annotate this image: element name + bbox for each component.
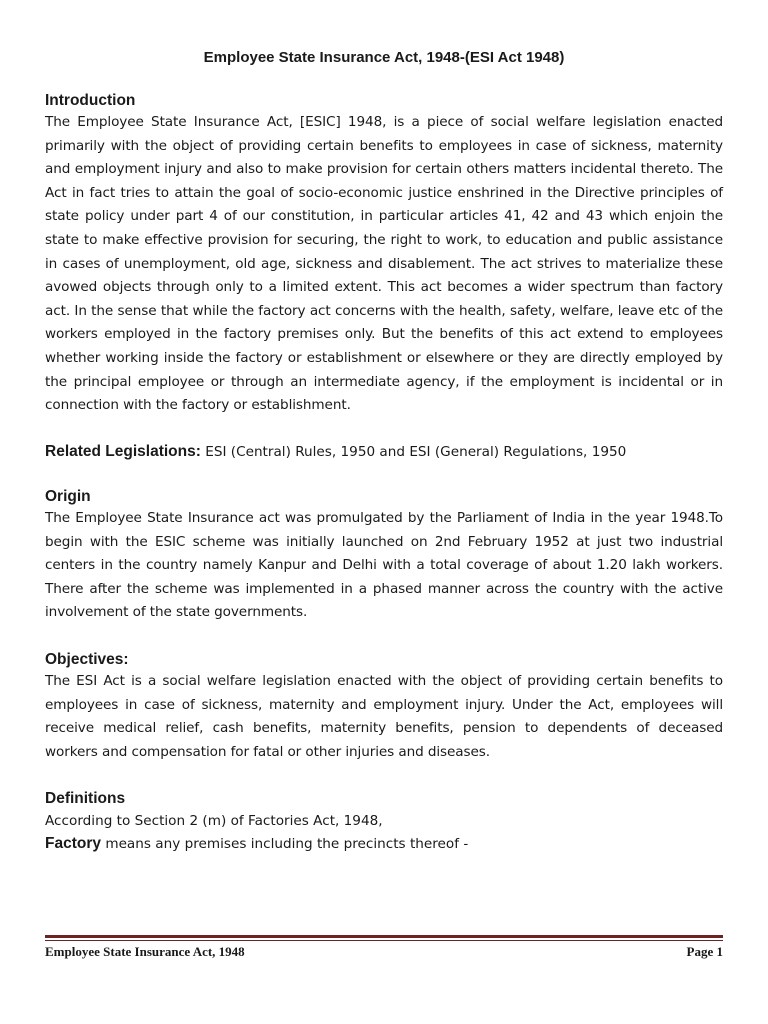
factory-term-text: means any premises including the precincts thereof -: [105, 836, 469, 852]
introduction-heading: Introduction: [45, 92, 136, 109]
page-footer: [45, 943, 723, 963]
origin-section: [45, 487, 723, 625]
introduction-paragraph: The Employee State Insurance Act, [ESIC] 1948, is a piece of social welfare legislation enacted primarily with the object of providing certain benefits to employees in case of sickness, maternity and employment injury and also to make provision for certain others matters incidental thereto. The Act in fact tries to attain the goal of socio-economic justice enshrined in the Directive principles of state policy under part 4 of our constitution, in particular articles 41, 42 and 43 which enjoin the state to make effective provision for securing, the right to work, to education and public assistance in cases of unemployment, old age, sickness and disablement. The act strives to materialize these avowed objects through only to a limited extent. This act becomes a wider spectrum than factory act. In the sense that while the factory act concerns with the health, safety, welfare, leave etc of the workers employed in the factory premises only. But the benefits of this act extend to employees whether working inside the factory or establishment or elsewhere or they are directly employed by the principal employee or through an intermediate agency, if the employment is incidental or in connection with the factory or establishment.: [45, 114, 723, 414]
definitions-heading: Definitions: [45, 790, 126, 807]
related-legislations-text: ESI (Central) Rules, 1950 and ESI (General) Regulations, 1950: [205, 444, 627, 460]
related-legislations-line: [45, 441, 723, 463]
document-title: Employee State Insurance Act, 1948-(ESI Act 1948): [203, 49, 565, 66]
objectives-heading: Objectives:: [45, 651, 129, 668]
objectives-paragraph: The ESI Act is a social welfare legislation enacted with the object of providing certain benefits to employees in case of sickness, maternity and employment injury. Under the Act, employees will receive medical relief, cash benefits, maternity benefits, pension to dependents of deceased workers and compensation for fatal or other injuries and diseases.: [45, 673, 723, 760]
origin-heading: Origin: [45, 488, 91, 505]
introduction-section: [45, 91, 723, 418]
related-legislations-section: [45, 441, 723, 463]
origin-paragraph: The Employee State Insurance act was promulgated by the Parliament of India in the year 1948.To begin with the ESIC scheme was initially launched on 2nd February 1952 at just two industrial centers in the country namely Kanpur and Delhi with a total coverage of about 1.20 lakh workers. There after the scheme was implemented in a phased manner across the country with the active involvement of the state governments.: [45, 510, 723, 621]
factory-term: Factory: [45, 835, 101, 852]
footer-rule-thin: [45, 940, 723, 941]
related-legislations-label: Related Legislations:: [45, 443, 201, 460]
footer-rule-thick: [45, 935, 723, 938]
objectives-section: [45, 650, 723, 764]
definitions-section: [45, 789, 723, 855]
document-page: [45, 0, 723, 1024]
definitions-intro: According to Section 2 (m) of Factories Act, 1948,: [45, 813, 383, 829]
footer-document-name: Employee State Insurance Act, 1948: [45, 944, 245, 959]
factory-definition-line: [45, 833, 723, 855]
footer-page-number: Page 1: [686, 944, 723, 959]
